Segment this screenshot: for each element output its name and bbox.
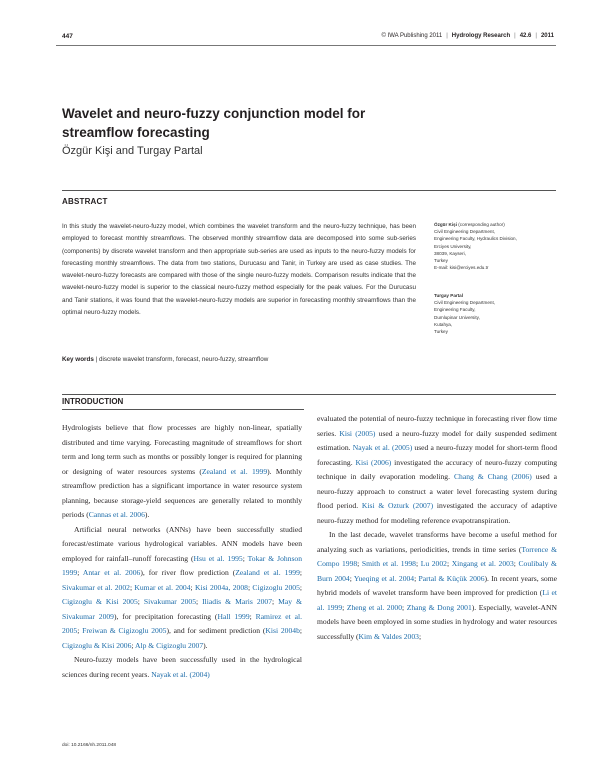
affiliation-email: E-mail: kisi@erciyes.edu.tr [434,265,489,271]
citation-link[interactable]: Kisi 2004a, 2008 [194,582,248,592]
body-text: ; [247,582,253,592]
citation-link[interactable]: Kim & Valdes 2003 [358,631,419,641]
citation-link[interactable]: Nayak et al. (2004) [151,669,210,679]
citation-link[interactable]: Li et al. 1999 [317,588,557,612]
citation-link[interactable]: Iliadis & Maris 2007 [202,597,273,606]
body-text: ; [249,611,256,621]
citation-link[interactable]: May & Sivakumar 2009 [62,597,303,621]
section-rule [62,190,556,191]
citation-link[interactable]: Ramirez et al. 2005 [62,611,302,635]
citation-link[interactable]: Nayak et al. (2005) [352,443,413,452]
body-text: ), for river flow prediction ( [140,568,236,577]
body-text: ; [415,559,421,568]
citation-link[interactable]: Zheng et al. 2000 [346,602,402,612]
body-paragraph [62,523,302,654]
citation-link[interactable]: Kisi (2005) [339,428,376,438]
affiliation-line: Civil Engineering Department, [434,300,496,306]
header-separator: | [514,33,516,39]
citation-link[interactable]: Antar et al. 2006 [82,568,141,577]
introduction-heading: INTRODUCTION [62,397,124,406]
citation-link[interactable]: Yueqing et al. 2004 [353,573,415,583]
author-affiliation-1 [434,221,554,271]
citation-link[interactable]: Zhang & Dong 2001 [406,602,472,612]
body-text: ; [446,559,452,568]
citation-link[interactable]: Freiwan & Cigizoglu 2005 [82,626,167,635]
body-text: Hydrologists believe that flow processes are highly non-linear, spatially distributed and time varying. Forecasting magnitude of streamflows for short term and long term such as months or possibly longer is required for planning or designing of water resources systems ( [62,423,302,476]
citation-link[interactable]: Partal & Küçük 2006 [418,573,485,583]
body-text: Artificial neural networks (ANNs) have been successfully studied forecast/estimate various hydrological variables. ANN models have been employed for rainfall–runoff forecasting ( [62,524,302,563]
keywords [62,356,422,363]
citation-link[interactable]: Xingang et al. 2003 [451,559,514,568]
body-text: investigated the accuracy of adaptive neuro-fuzzy method for modeling reference evapotranspiration. [317,501,558,525]
body-text: ; [349,573,354,583]
body-text: ), for precipitation forecasting ( [113,611,218,621]
affiliation-line: Kutahya, [434,321,453,327]
journal-year: 2011 [540,33,554,39]
abstract-text: In this study the wavelet-neuro-fuzzy model, which combines the wavelet transform and the neuro-fuzzy technique, has been employed to forecast monthly streamflows. The observed monthly streamflow data are decomposed into some sub-series (components) by discrete wavelet transform and then appropriate sub-series are used as inputs to the neuro-fuzzy models for forecasting monthly streamflows. The data from two stations, Durucasu and Tanir, in Turkey are used as case studies. The wavelet-neuro-fuzzy forecasts are compared with those of the single neuro-fuzzy models. Comparison results indicate that the wavelet-neuro-fuzzy model is superior to the classical neuro-fuzzy method especially for the peak values. For the Durucasu and Tanir stations, it was found that the wavelet-neuro-fuzzy models are superior in forecasting monthly streamflows than the optimal neuro-fuzzy models. [62,223,416,317]
affiliation-line: 38039, Kayseri, [434,250,466,256]
body-text: ; [299,626,302,635]
body-text: ; [190,582,195,592]
keywords-list: discrete wavelet transform, forecast, neuro-fuzzy, streamflow [99,356,269,363]
citation-link[interactable]: Cigizoglu & Kisi 2005 [62,597,138,606]
author-affiliation-2 [434,292,554,335]
body-text: ; [342,602,347,612]
article-authors: Özgür Kişi and Turgay Partal [62,145,203,157]
body-text: ; [129,582,135,592]
body-text: ). [203,640,208,650]
keywords-label: Key words [62,356,94,363]
body-text: ; [402,602,407,612]
citation-link[interactable]: Hall 1999 [217,611,250,621]
body-text: ; [77,568,83,577]
introduction-right-column [317,412,557,644]
body-text: ; [196,597,203,606]
citation-link[interactable]: Alp & Cigizoglu 2007 [135,640,204,650]
citation-link[interactable]: Cigizoglu & Kisi 2006 [62,640,132,650]
body-text: ; [299,582,302,592]
citation-link[interactable]: Chang & Chang (2006) [453,472,532,481]
body-text: ; [357,559,362,568]
citation-link[interactable]: Kisi & Ozturk (2007) [361,501,434,510]
citation-link[interactable]: Cannas et al. 2006 [88,510,145,519]
affiliation-line: Civil Engineering Department, [434,229,496,235]
citation-link[interactable]: Tokar & Johnson 1999 [62,553,303,577]
affiliation-note: (corresponding author) [458,222,505,227]
body-paragraph [62,653,302,682]
citation-link[interactable]: Sivakumar et al. 2002 [62,582,130,592]
citation-link[interactable]: Torrence & Compo 1998 [317,544,557,568]
abstract-heading: ABSTRACT [62,197,108,206]
citation-link[interactable]: Kumar et al. 2004 [134,582,191,592]
body-text: ; [418,631,422,641]
body-text: ; [131,640,135,650]
header-separator: | [446,33,448,39]
header-separator: | [535,33,537,39]
affiliation-line: Engineering Faculty, [434,307,476,313]
section-rule [62,409,304,410]
citation-link[interactable]: Sivakumar 2005 [143,597,197,606]
article-title: Wavelet and neuro-fuzzy conjunction model for streamflow forecasting [62,106,366,140]
citation-link[interactable]: Hsu et al. 1995 [193,553,243,563]
body-paragraph [317,412,557,528]
body-text: ). [144,510,150,519]
journal-volume: 42.6 [519,33,532,39]
affiliation-author-name: Turgay Partal [434,293,464,298]
body-text: ; [299,568,302,577]
copyright-notice: © IWA Publishing 2011 [381,33,443,39]
affiliation-line: Engineering Faculty, Hydraulics Division, [434,236,517,242]
body-text: ; [272,597,279,606]
body-text: used a neuro-fuzzy model for short-term flood forecasting. [317,443,557,467]
body-text: ). Especially, wavelet-ANN models have been employed in some studies in hydrology and water resources successfully ( [317,602,557,641]
body-text: Neuro-fuzzy models have been successfully used in the hydrological sciences during recent years. [62,655,302,679]
citation-link[interactable]: Zealand et al. 1999 [201,466,268,476]
affiliation-author-name: Özgür Kişi [434,222,457,227]
introduction-left-column [62,421,302,682]
affiliation-line: Erciyes University, [434,243,472,249]
body-text: evaluated the potential of neuro-fuzzy technique in forecasting river flow time series. [317,414,557,438]
affiliation-line: Turkey [434,329,448,335]
body-text: ), and for sediment prediction ( [166,626,266,635]
body-text: investigated the accuracy of neuro-fuzzy computing technique in daily evaporation modeling. [317,457,557,481]
page-number: 447 [62,33,73,40]
body-text: used a neuro-fuzzy approach to construct a water level forecasting system during flood period. [317,472,557,510]
citation-link[interactable]: Kisi (2006) [355,457,392,467]
citation-link[interactable]: Coulibaly & Burn 2004 [317,559,557,583]
journal-header [381,33,554,39]
citation-link[interactable]: Lu 2002 [420,559,447,568]
doi: doi: 10.2166/nh.2011.048 [62,743,117,748]
body-text: In the last decade, wavelet transforms have become a useful method for analyzing such as variations, periodicities, trends in time series ( [317,530,557,554]
citation-link[interactable]: Cigizoglu 2005 [252,582,300,592]
citation-link[interactable]: Kisi 2004b [265,626,300,635]
affiliation-line: Turkey [434,258,448,264]
body-paragraph [317,528,557,644]
affiliation-line: Dumlupinar University, [434,314,480,320]
journal-name: Hydrology Research [451,33,511,39]
body-text: ; [513,559,519,568]
body-text: ). Monthly streamflow prediction has a significant importance in water resource system planning, because storage-yield sequences are generally related to monthly periods ( [62,466,302,519]
body-text: ; [414,573,419,583]
citation-link[interactable]: Smith et al. 1998 [361,559,416,568]
body-paragraph [62,421,302,523]
keywords-separator: | [95,356,99,363]
body-text: ; [137,597,144,606]
body-text: used a neuro-fuzzy model for daily suspended sediment estimation. [317,428,557,452]
body-text: ; [77,626,83,635]
body-text: ; [242,553,248,563]
body-text: ). In recent years, some hybrid models of wavelet transform have been improved for prediction ( [317,573,557,597]
citation-link[interactable]: Zealand et al. 1999 [235,568,300,577]
section-rule [62,394,556,395]
